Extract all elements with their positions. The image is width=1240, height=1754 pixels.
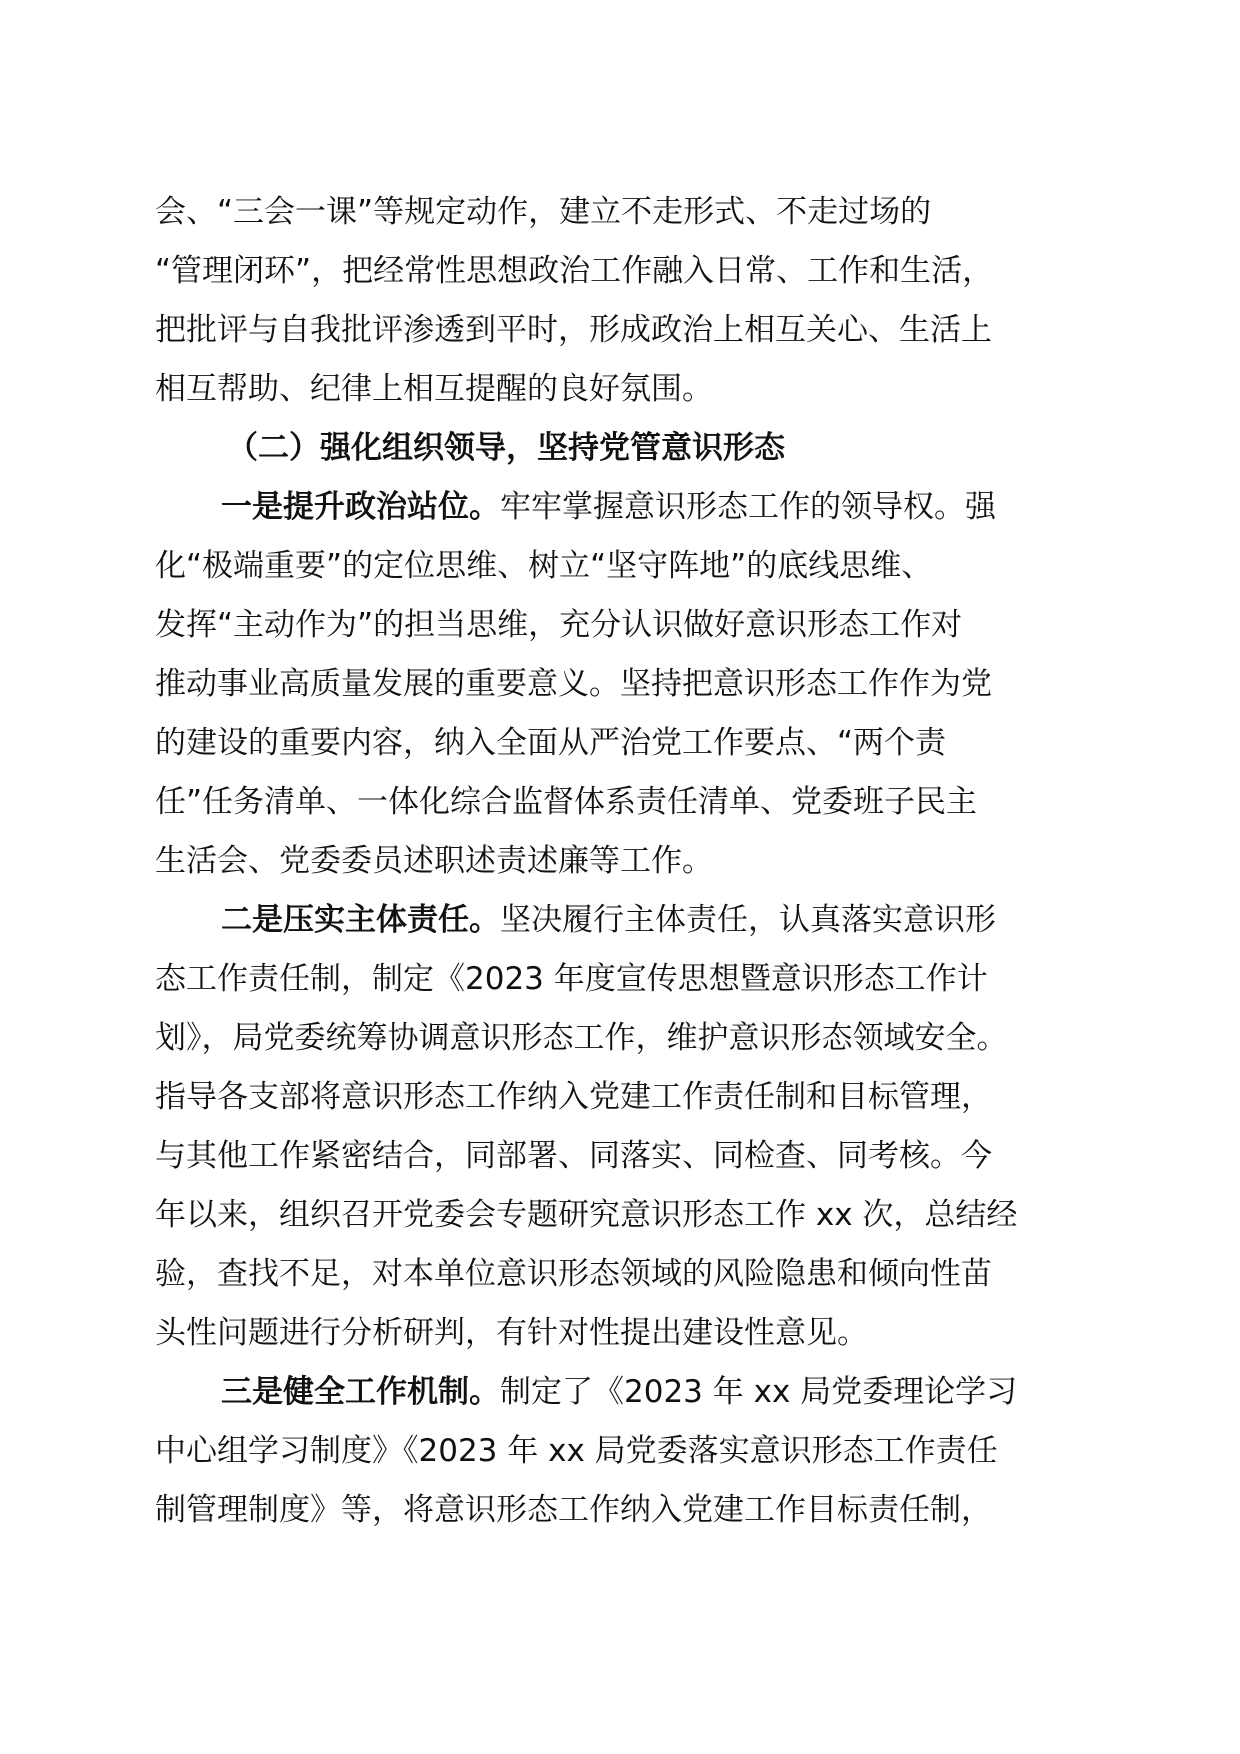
paragraph-text: 牢牢掌握意识形态工作的领导权。强 — [500, 489, 996, 525]
paragraph-line: 指导各支部将意识形态工作纳入党建工作责任制和目标管理， — [155, 1079, 992, 1115]
paragraph-line: 相互帮助、纪律上相互提醒的良好氛围。 — [155, 371, 713, 407]
paragraph-line: 头性问题进行分析研判，有针对性提出建设性意见。 — [155, 1315, 868, 1351]
paragraph-line: 验，查找不足，对本单位意识形态领域的风险隐患和倾向性苗 — [155, 1256, 992, 1292]
paragraph-line: 与其他工作紧密结合，同部署、同落实、同检查、同考核。今 — [155, 1138, 992, 1174]
paragraph-line: 中心组学习制度》《2023 年 xx 局党委落实意识形态工作责任 — [155, 1433, 998, 1469]
paragraph-text: 制定了《2023 年 xx 局党委理论学习 — [500, 1374, 1018, 1410]
paragraph-line: 任”任务清单、一体化综合监督体系责任清单、党委班子民主 — [155, 784, 978, 820]
paragraph-line: 生活会、党委委员述职述责述廉等工作。 — [155, 843, 713, 879]
paragraph-line: “管理闭环”，把经常性思想政治工作融入日常、工作和生活， — [155, 253, 994, 289]
paragraph-line: 的建设的重要内容，纳入全面从严治党工作要点、“两个责 — [155, 725, 947, 761]
paragraph-line: 把批评与自我批评渗透到平时，形成政治上相互关心、生活上 — [155, 312, 992, 348]
paragraph-first-line — [155, 891, 1090, 950]
paragraph-lead: 一是提升政治站位。 — [221, 489, 500, 525]
paragraph-line: 年以来，组织召开党委会专题研究意识形态工作 xx 次，总结经 — [155, 1197, 1018, 1233]
section-heading: （二）强化组织领导，坚持党管意识形态 — [227, 430, 785, 466]
paragraph-line: 划》，局党委统筹协调意识形态工作，维护意识形态领域安全。 — [155, 1020, 1008, 1056]
paragraph-line: 态工作责任制，制定《2023 年度宣传思想暨意识形态工作计 — [155, 961, 988, 997]
paragraph-first-line — [155, 1363, 1090, 1422]
paragraph-lead: 二是压实主体责任。 — [221, 902, 500, 938]
paragraph-line: 发挥“主动作为”的担当思维，充分认识做好意识形态工作对 — [155, 607, 963, 643]
paragraph-line: 制管理制度》等，将意识形态工作纳入党建工作目标责任制， — [155, 1492, 992, 1528]
paragraph-line: 推动事业高质量发展的重要意义。坚持把意识形态工作作为党 — [155, 666, 992, 702]
document-body — [155, 183, 1090, 1540]
paragraph-text: 坚决履行主体责任，认真落实意识形 — [500, 902, 996, 938]
paragraph-line: 会、“三会一课”等规定动作，建立不走形式、不走过场的 — [155, 194, 932, 230]
paragraph-line: 化“极端重要”的定位思维、树立“坚守阵地”的底线思维、 — [155, 548, 933, 584]
paragraph-first-line — [155, 478, 1090, 537]
paragraph-lead: 三是健全工作机制。 — [221, 1374, 500, 1410]
